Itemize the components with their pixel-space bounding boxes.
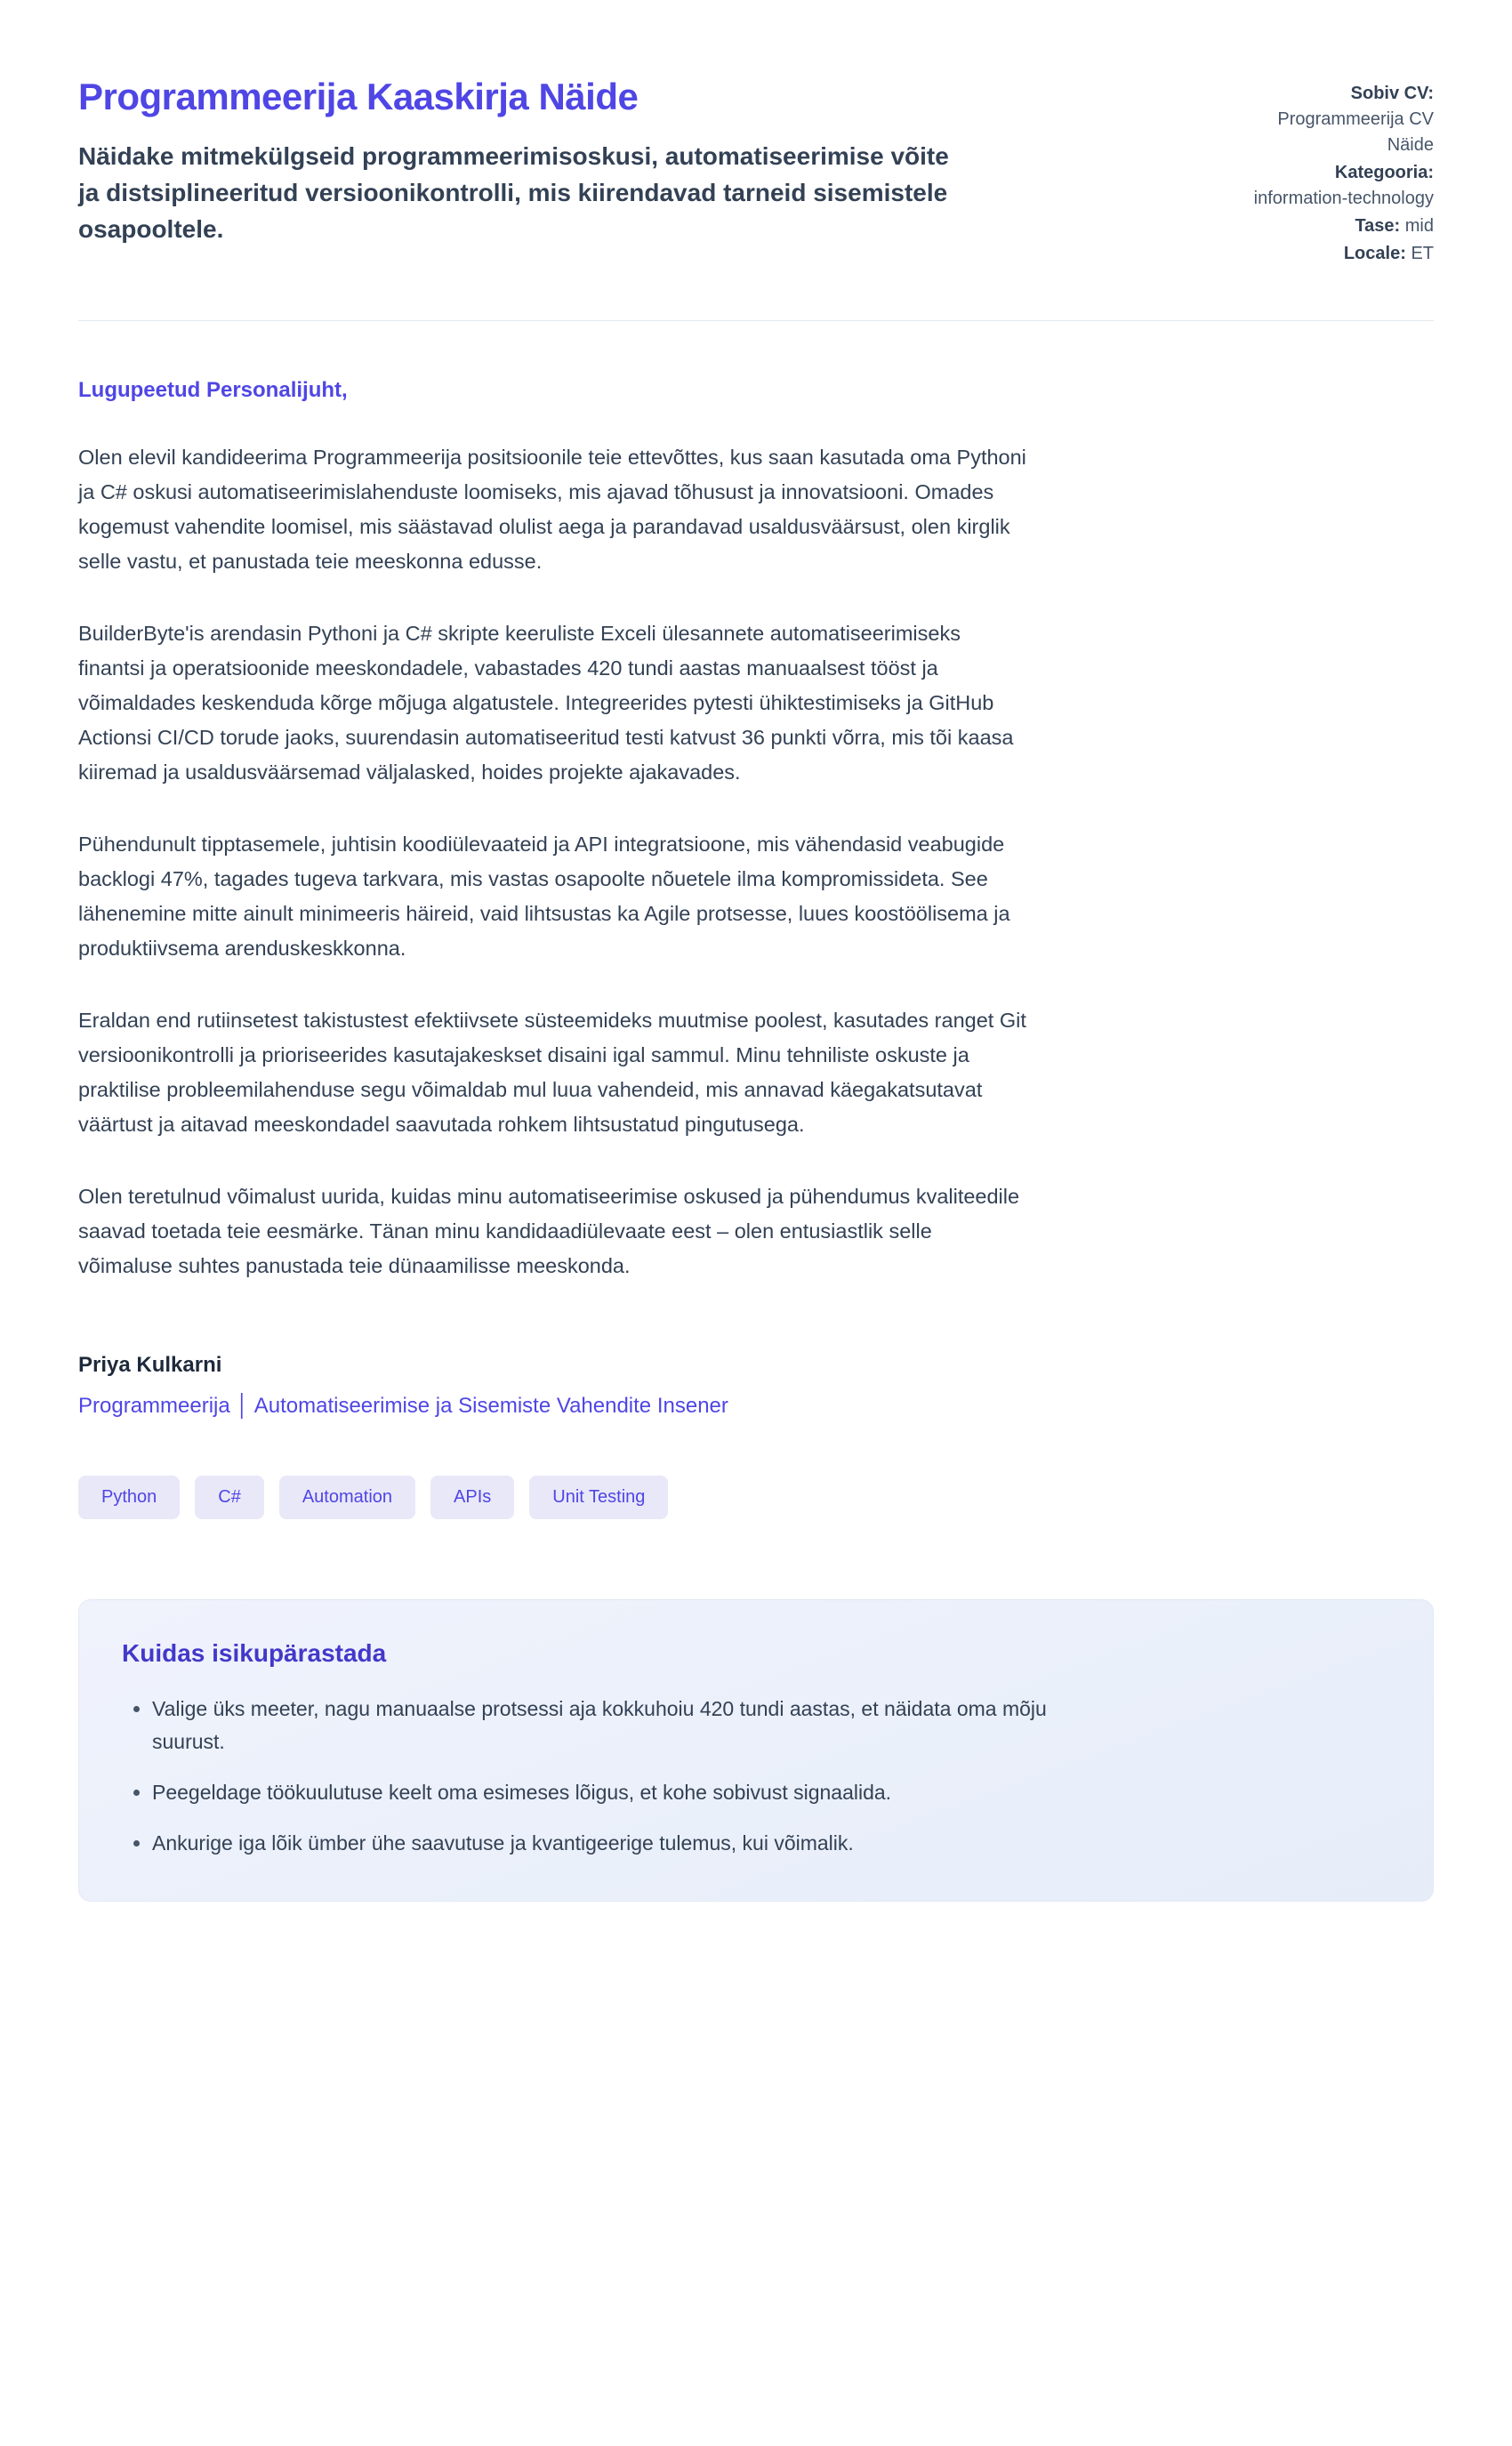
meta-label: Tase: [1355, 216, 1401, 236]
letter-paragraphs [78, 440, 1434, 1283]
meta-label: Locale: [1343, 244, 1406, 263]
meta-value: mid [1404, 216, 1434, 236]
skill-tag[interactable]: Unit Testing [529, 1476, 668, 1519]
meta-row [1251, 213, 1434, 239]
meta-row [1251, 160, 1434, 212]
signature-name: Priya Kulkarni [78, 1353, 222, 1377]
meta-label: Kategooria: [1334, 163, 1434, 182]
letter-paragraph: Pühendunult tipptasemele, juhtisin koodiülevaateid ja API integratsioone, mis vähendasid veabugide backlogi 47%, tagades tugeva tarkvara, mis vastas osapoolte nõuetele ilma kompromissideta. See lähenemine mitte ainult minimeeris häireid, vaid lihtsustas ka Agile protsesse, luues koostöölisema ja produktiivsema arenduskeskkonna. [78, 833, 1010, 960]
letter-paragraph: Olen elevil kandideerima Programmeerija positsioonile teie ettevõttes, kus saan kasutada oma Pythoni ja C# oskusi automatiseerimislahenduste loomiseks, mis ajavad tõhusust ja innovatsiooni. Omades kogemust vahendite loomisel, mis säästavad olulist aega ja parandavad usaldusväärsust, olen kirglik selle vastu, et panustada teie meeskonna edusse. [78, 446, 1026, 573]
skill-tags [78, 1476, 1434, 1519]
letter-greeting: Lugupeetud Personalijuht, [78, 378, 348, 402]
meta-label: Sobiv CV: [1350, 84, 1434, 103]
tips-list [122, 1693, 1390, 1860]
skill-tag[interactable]: APIs [430, 1476, 514, 1519]
letter-paragraph: Eraldan end rutiinsetest takistustest efektiivsete süsteemideks muutmise poolest, kasutades ranget Git versioonikontrolli ja prioriseerides kasutajakeskset disaini igal sammul. Minu tehniliste oskuste ja praktilise probleemilahenduse segu võimaldab mul luua vahendeid, mis annavad käegakatsutavat väärtust ja aitavad meeskondadel saavutada rohkem lihtsustatud pingutusega. [78, 1009, 1026, 1136]
cover-letter [78, 378, 1434, 1419]
page-title: Programmeerija Kaaskirja Näide [78, 76, 639, 117]
skill-tag[interactable]: Python [78, 1476, 180, 1519]
tips-list-item: • Peegeldage töökuulutuse keelt oma esimeses lõigus, et kohe sobivust signaalida. [152, 1776, 1095, 1809]
meta-panel [1251, 76, 1434, 269]
tips-list-item: • Ankurige iga lõik ümber ühe saavutuse ja kvantigeerige tulemus, kui võimalik. [152, 1827, 1095, 1860]
letter-paragraph: BuilderByte'is arendasin Pythoni ja C# skripte keeruliste Exceli ülesannete automatiseerimiseks finantsi ja operatsioonide meeskondadele, vabastades 420 tundi aastas manuaalsest tööst ja võimaldades keskenduda kõrge mõjuga algatustele. Integreerides pytesti ühiktestimiseks ja GitHub Actionsi CI/CD torude jaoks, suurendasin automatiseeritud testi katvust 36 punkti võrra, mis tõi kaasa kiiremad ja usaldusväärsemad väljalasked, hoides projekte ajakavades. [78, 622, 1014, 784]
meta-row [1251, 241, 1434, 267]
header [78, 76, 1434, 269]
skill-tag[interactable]: Automation [279, 1476, 415, 1519]
letter-paragraph: Olen teretulnud võimalust uurida, kuidas minu automatiseerimise oskused ja pühendumus kvaliteedile saavad toetada teie eesmärke. Tänan minu kandidaadiülevaate eest – olen entusiastlik selle võimaluse suhtes panustada teie dünaamilisse meeskonda. [78, 1185, 1020, 1277]
meta-value: information-technology [1253, 189, 1434, 208]
header-title-block [78, 76, 968, 247]
tips-card [78, 1599, 1434, 1902]
signature-block [78, 1353, 1434, 1419]
tips-list-item: • Valige üks meeter, nagu manuaalse protsessi aja kokkuhoiu 420 tundi aastas, et näidata oma mõju suurust. [152, 1693, 1095, 1758]
meta-row [1251, 81, 1434, 158]
header-divider [78, 320, 1434, 321]
tips-card-heading: Kuidas isikupärastada [122, 1639, 387, 1667]
signature-role: Programmeerija │ Automatiseerimise ja Sisemiste Vahendite Insener [78, 1394, 728, 1418]
meta-value: Programmeerija CV Näide [1277, 109, 1434, 155]
page-subtitle: Näidake mitmekülgseid programmeerimisoskusi, automatiseerimise võite ja distsiplineeritud versioonikontrolli, mis kiirendavad tarneid sisemistele osapooltele. [78, 142, 949, 243]
meta-value: ET [1411, 244, 1434, 263]
skill-tag[interactable]: C# [195, 1476, 264, 1519]
